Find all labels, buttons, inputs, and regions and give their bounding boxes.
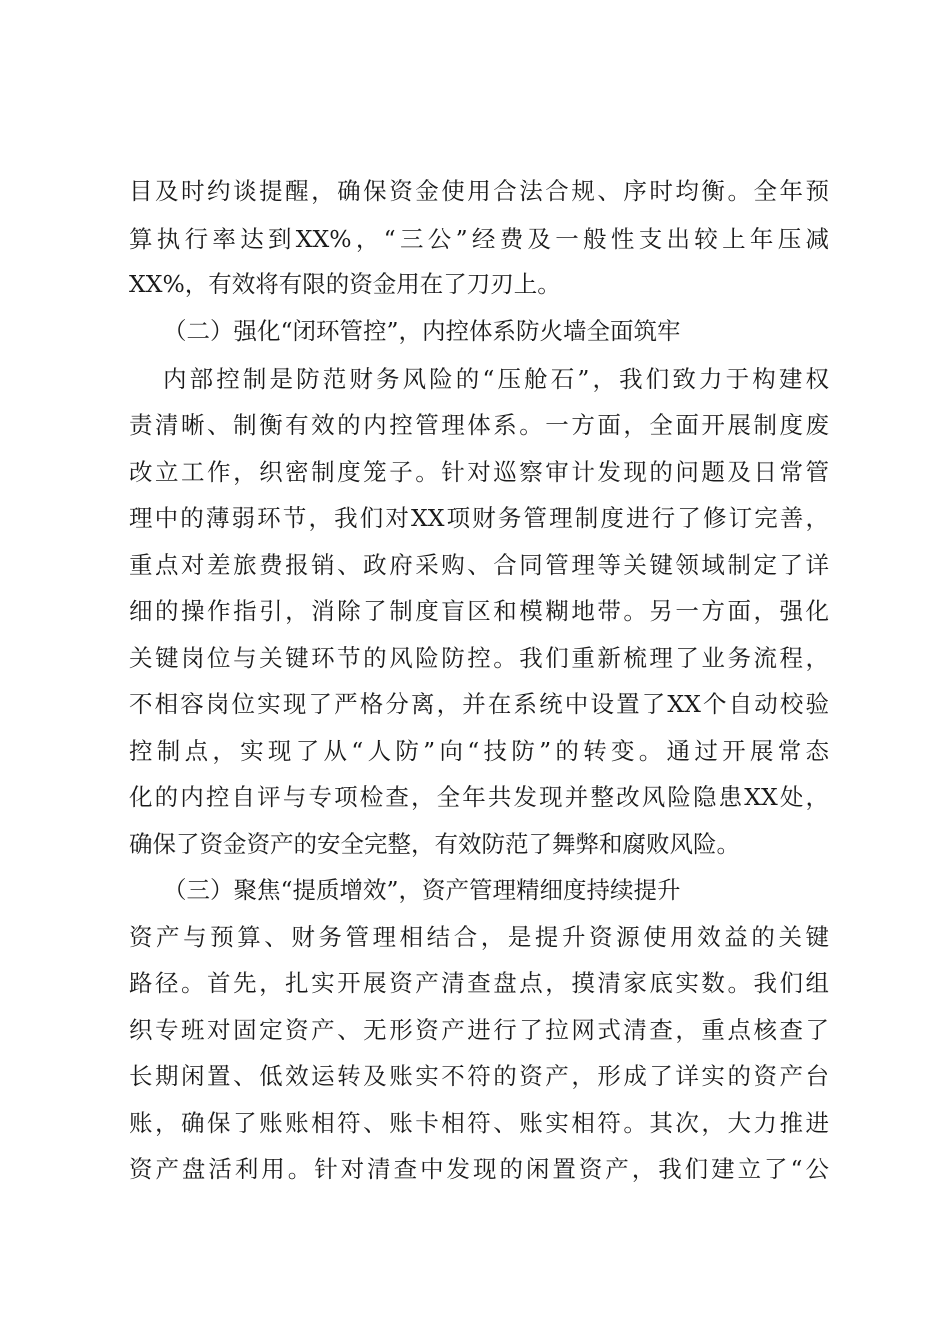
paragraph-line: 责清晰、制衡有效的内控管理体系。一方面，全面开展制度废: [129, 411, 829, 439]
section-heading-3: （三）聚焦“提质增效”，资产管理精细度持续提升: [163, 876, 681, 904]
paragraph-line: 路径。首先，扎实开展资产清查盘点，摸清家底实数。我们组: [129, 969, 829, 997]
paragraph-line: XX%，有效将有限的资金用在了刀刃上。: [129, 270, 561, 298]
paragraph-line: 细的操作指引，消除了制度盲区和模糊地带。另一方面，强化: [129, 597, 829, 625]
paragraph-line: 关键岗位与关键环节的风险防控。我们重新梳理了业务流程，: [129, 644, 829, 672]
paragraph-line: 内部控制是防范财务风险的“压舱石”，我们致力于构建权: [163, 365, 829, 393]
paragraph-line: 资产盘活利用。针对清查中发现的闲置资产，我们建立了“公: [129, 1155, 829, 1183]
paragraph-line: 长期闲置、低效运转及账实不符的资产，形成了详实的资产台: [129, 1062, 829, 1090]
paragraph-line: 资产与预算、财务管理相结合，是提升资源使用效益的关键: [129, 923, 829, 951]
paragraph-line: 理中的薄弱环节，我们对XX项财务管理制度进行了修订完善，: [129, 504, 829, 532]
paragraph-line: 不相容岗位实现了严格分离，并在系统中设置了XX个自动校验: [129, 690, 829, 718]
paragraph-line: 改立工作，织密制度笼子。针对巡察审计发现的问题及日常管: [129, 458, 829, 486]
paragraph-line: 织专班对固定资产、无形资产进行了拉网式清查，重点核查了: [129, 1016, 829, 1044]
paragraph-line: 算执行率达到XX%，“三公”经费及一般性支出较上年压减: [129, 225, 829, 253]
paragraph-line: 确保了资金资产的安全完整，有效防范了舞弊和腐败风险。: [129, 830, 740, 858]
paragraph-line: 目及时约谈提醒，确保资金使用合法合规、序时均衡。全年预: [129, 177, 829, 205]
paragraph-line: 账，确保了账账相符、账卡相符、账实相符。其次，大力推进: [129, 1109, 829, 1137]
paragraph-line: 化的内控自评与专项检查，全年共发现并整改风险隐患XX处，: [129, 783, 829, 811]
paragraph-line: 控制点，实现了从“人防”向“技防”的转变。通过开展常态: [129, 737, 829, 765]
section-heading-2: （二）强化“闭环管控”，内控体系防火墙全面筑牢: [163, 317, 681, 345]
paragraph-line: 重点对差旅费报销、政府采购、合同管理等关键领域制定了详: [129, 551, 829, 579]
